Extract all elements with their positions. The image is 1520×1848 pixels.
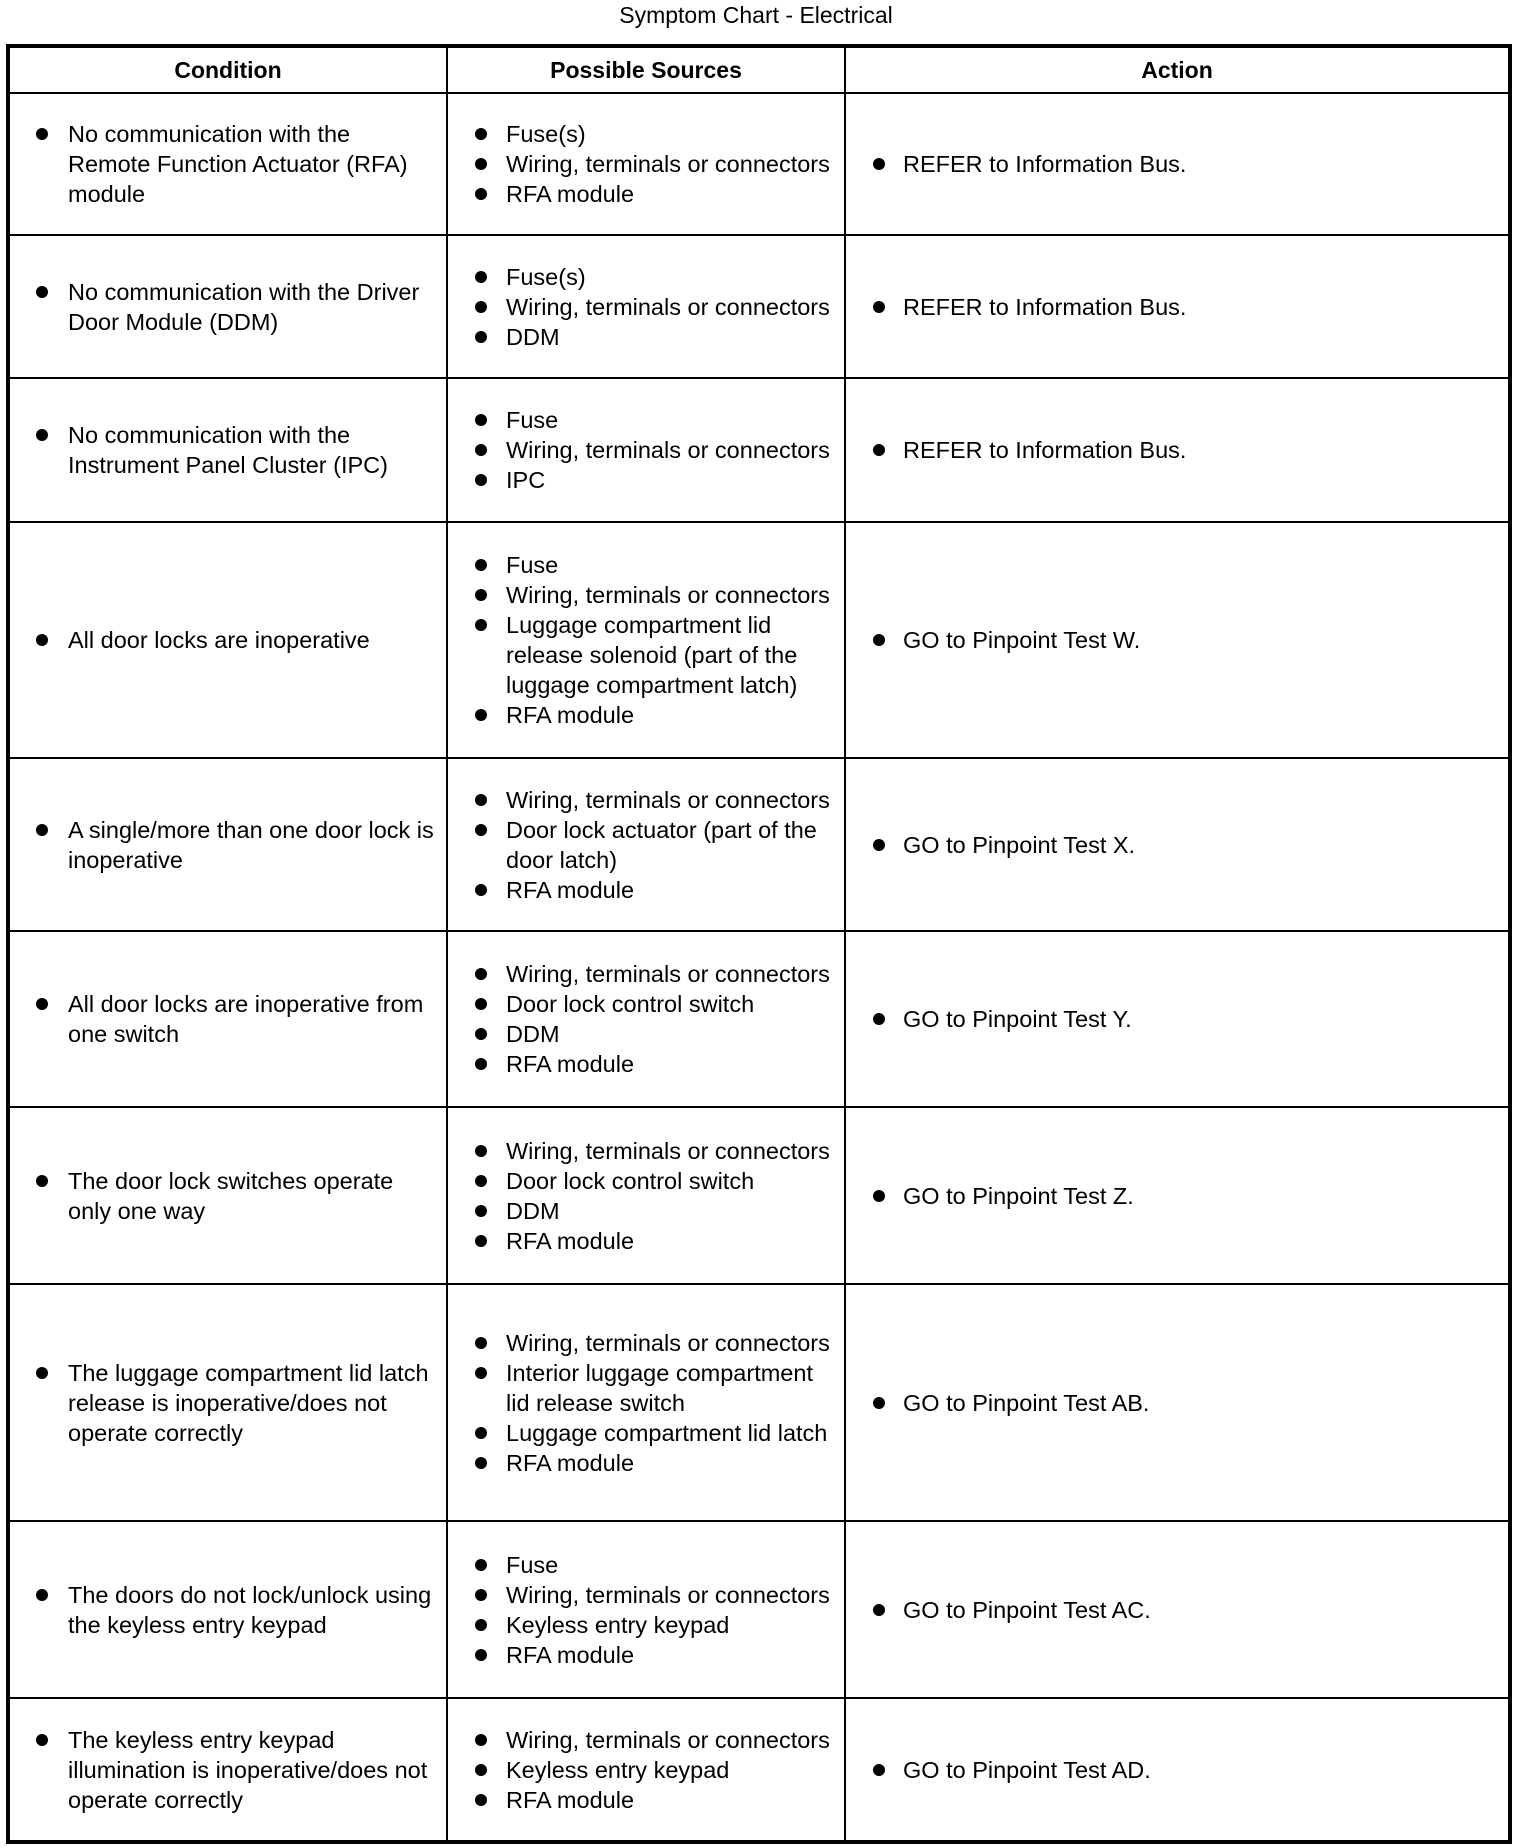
action-text: REFER to Information Bus. — [903, 151, 1187, 177]
bullet-icon — [475, 1764, 487, 1776]
source-text: Fuse — [506, 407, 559, 433]
bullet-icon — [475, 158, 487, 170]
list-item — [506, 700, 840, 730]
bullet-icon — [36, 634, 48, 646]
bullet-icon — [36, 824, 48, 836]
action-text: GO to Pinpoint Test W. — [903, 627, 1141, 653]
condition-cell — [8, 1521, 447, 1698]
list-item — [506, 1166, 840, 1196]
list-item — [506, 1785, 840, 1815]
source-text: RFA module — [506, 1449, 635, 1476]
table-row — [8, 1284, 1510, 1521]
action-text: GO to Pinpoint Test Y. — [903, 1006, 1132, 1032]
list-item — [506, 179, 840, 209]
list-item — [506, 1136, 840, 1166]
list-item — [903, 830, 1508, 860]
bullet-icon — [475, 968, 487, 980]
source-text: RFA module — [506, 1786, 635, 1813]
sources-cell — [447, 522, 845, 758]
source-text: IPC — [506, 467, 546, 493]
list-item — [506, 1019, 840, 1049]
source-text: Wiring, terminals or connectors — [506, 1726, 830, 1753]
list-item — [903, 1181, 1508, 1211]
source-text: RFA module — [506, 876, 635, 903]
bullet-icon — [475, 1734, 487, 1746]
source-text: RFA module — [506, 1227, 635, 1254]
bullet-icon — [36, 128, 48, 140]
list-item — [506, 1640, 840, 1670]
list-item — [903, 1755, 1508, 1785]
condition-text: The doors do not lock/unlock using the keyless entry keypad — [68, 1581, 432, 1638]
source-text: Door lock control switch — [506, 991, 755, 1017]
action-cell — [845, 1698, 1510, 1842]
list-item — [903, 1595, 1508, 1625]
action-text: GO to Pinpoint Test X. — [903, 831, 1136, 858]
bullet-icon — [475, 474, 487, 486]
condition-text: No communication with the Driver Door Module (DDM) — [68, 278, 420, 335]
bullet-icon — [475, 1649, 487, 1661]
sources-cell — [447, 378, 845, 522]
table-row — [8, 235, 1510, 378]
action-text: GO to Pinpoint Test AC. — [903, 1596, 1151, 1623]
source-text: DDM — [506, 1021, 560, 1047]
bullet-icon — [475, 559, 487, 571]
action-cell — [845, 758, 1510, 931]
list-item — [68, 1358, 434, 1448]
list-item — [506, 119, 840, 149]
bullet-icon — [36, 1589, 48, 1601]
header-row — [8, 46, 1510, 93]
list-item — [68, 1725, 434, 1815]
sources-cell — [447, 235, 845, 378]
bullet-icon — [36, 998, 48, 1010]
list-item — [506, 1358, 840, 1418]
action-text: REFER to Information Bus. — [903, 293, 1187, 320]
sources-cell — [447, 1107, 845, 1284]
source-text: RFA module — [506, 1051, 635, 1077]
header-possible-sources: Possible Sources — [447, 46, 845, 93]
source-text: Interior luggage compartment lid release switch — [506, 1359, 813, 1416]
bullet-icon — [873, 839, 885, 851]
table-row — [8, 1698, 1510, 1842]
page-title: Symptom Chart - Electrical — [619, 2, 893, 28]
source-text: Fuse — [506, 1551, 559, 1578]
source-text: RFA module — [506, 1641, 635, 1668]
bullet-icon — [475, 824, 487, 836]
list-item — [506, 989, 840, 1019]
bullet-icon — [873, 1013, 885, 1025]
action-text: GO to Pinpoint Test Z. — [903, 1182, 1134, 1209]
list-item — [506, 1725, 840, 1755]
list-item — [506, 550, 840, 580]
sources-cell — [447, 93, 845, 235]
condition-cell — [8, 93, 447, 235]
source-text: Wiring, terminals or connectors — [506, 151, 830, 177]
list-item — [506, 875, 840, 905]
list-item — [506, 1610, 840, 1640]
action-cell — [845, 1521, 1510, 1698]
table-body — [8, 93, 1510, 1842]
bullet-icon — [475, 794, 487, 806]
bullet-icon — [475, 1589, 487, 1601]
list-item — [68, 277, 434, 337]
bullet-icon — [475, 709, 487, 721]
source-text: RFA module — [506, 702, 635, 728]
header-condition: Condition — [8, 46, 447, 93]
bullet-icon — [475, 271, 487, 283]
bullet-icon — [873, 634, 885, 646]
list-item — [903, 1388, 1508, 1418]
bullet-icon — [36, 1175, 48, 1187]
source-text: Luggage compartment lid latch — [506, 1419, 828, 1446]
table-row — [8, 1107, 1510, 1284]
source-text: Door lock actuator (part of the door latch) — [506, 816, 817, 873]
action-cell — [845, 93, 1510, 235]
bullet-icon — [475, 1457, 487, 1469]
action-cell — [845, 522, 1510, 758]
sources-cell — [447, 1284, 845, 1521]
list-item — [903, 435, 1508, 465]
bullet-icon — [36, 429, 48, 441]
action-cell — [845, 931, 1510, 1107]
bullet-icon — [475, 1028, 487, 1040]
table-row — [8, 758, 1510, 931]
sources-cell — [447, 1698, 845, 1842]
list-item — [506, 610, 840, 700]
bullet-icon — [475, 1619, 487, 1631]
table-row — [8, 1521, 1510, 1698]
bullet-icon — [475, 1058, 487, 1070]
list-item — [903, 149, 1508, 179]
header-action: Action — [845, 46, 1510, 93]
condition-text: The door lock switches operate only one way — [68, 1167, 394, 1224]
list-item — [506, 1196, 840, 1226]
condition-cell — [8, 235, 447, 378]
action-text: GO to Pinpoint Test AB. — [903, 1389, 1150, 1416]
bullet-icon — [475, 331, 487, 343]
list-item — [506, 1328, 840, 1358]
condition-text: The luggage compartment lid latch release is inoperative/does not operate correctly — [68, 1359, 429, 1446]
condition-cell — [8, 758, 447, 931]
bullet-icon — [36, 1734, 48, 1746]
bullet-icon — [873, 1764, 885, 1776]
condition-text: All door locks are inoperative from one switch — [68, 991, 424, 1047]
source-text: Fuse(s) — [506, 263, 586, 290]
list-item — [903, 625, 1508, 655]
bullet-icon — [475, 1367, 487, 1379]
bullet-icon — [873, 301, 885, 313]
list-item — [506, 580, 840, 610]
list-item — [506, 1448, 840, 1478]
list-item — [68, 119, 434, 209]
condition-cell — [8, 1107, 447, 1284]
bullet-icon — [475, 1145, 487, 1157]
bullet-icon — [873, 1604, 885, 1616]
table-row — [8, 931, 1510, 1107]
action-text: GO to Pinpoint Test AD. — [903, 1756, 1151, 1783]
bullet-icon — [873, 1190, 885, 1202]
bullet-icon — [475, 1205, 487, 1217]
list-item — [506, 465, 840, 495]
bullet-icon — [475, 1175, 487, 1187]
symptom-chart-table — [6, 44, 1512, 1844]
source-text: Wiring, terminals or connectors — [506, 1137, 830, 1164]
list-item — [68, 625, 434, 655]
source-text: DDM — [506, 1197, 560, 1224]
source-text: Keyless entry keypad — [506, 1611, 730, 1638]
bullet-icon — [475, 1427, 487, 1439]
bullet-icon — [475, 1559, 487, 1571]
list-item — [506, 1755, 840, 1785]
source-text: Door lock control switch — [506, 1167, 755, 1194]
list-item — [506, 322, 840, 352]
source-text: Wiring, terminals or connectors — [506, 961, 830, 987]
bullet-icon — [475, 1794, 487, 1806]
bullet-icon — [475, 188, 487, 200]
source-text: Wiring, terminals or connectors — [506, 437, 830, 463]
list-item — [506, 1550, 840, 1580]
bullet-icon — [475, 998, 487, 1010]
table-row — [8, 522, 1510, 758]
bullet-icon — [36, 286, 48, 298]
source-text: Fuse(s) — [506, 121, 586, 147]
condition-text: A single/more than one door lock is inoperative — [68, 816, 434, 873]
source-text: Wiring, terminals or connectors — [506, 293, 830, 320]
condition-cell — [8, 522, 447, 758]
list-item — [506, 435, 840, 465]
sources-cell — [447, 1521, 845, 1698]
source-text: Fuse — [506, 552, 559, 578]
action-cell — [845, 1284, 1510, 1521]
list-item — [68, 815, 434, 875]
list-item — [506, 292, 840, 322]
bullet-icon — [475, 1337, 487, 1349]
bullet-icon — [475, 128, 487, 140]
condition-text: All door locks are inoperative — [68, 627, 370, 653]
condition-cell — [8, 931, 447, 1107]
bullet-icon — [873, 444, 885, 456]
sources-cell — [447, 758, 845, 931]
list-item — [68, 1580, 434, 1640]
bullet-icon — [873, 1397, 885, 1409]
list-item — [506, 262, 840, 292]
bullet-icon — [36, 1367, 48, 1379]
bullet-icon — [475, 884, 487, 896]
source-text: Keyless entry keypad — [506, 1756, 730, 1783]
source-text: Wiring, terminals or connectors — [506, 786, 830, 813]
list-item — [903, 292, 1508, 322]
list-item — [506, 405, 840, 435]
list-item — [68, 420, 434, 480]
sources-cell — [447, 931, 845, 1107]
source-text: RFA module — [506, 181, 635, 207]
bullet-icon — [475, 301, 487, 313]
bullet-icon — [873, 158, 885, 170]
action-cell — [845, 235, 1510, 378]
list-item — [506, 1226, 840, 1256]
source-text: Wiring, terminals or connectors — [506, 1329, 830, 1356]
source-text: Wiring, terminals or connectors — [506, 1581, 830, 1608]
source-text: DDM — [506, 323, 560, 350]
table-row — [8, 378, 1510, 522]
list-item — [903, 1004, 1508, 1034]
bullet-icon — [475, 444, 487, 456]
list-item — [506, 1049, 840, 1079]
bullet-icon — [475, 414, 487, 426]
list-item — [506, 815, 840, 875]
action-text: REFER to Information Bus. — [903, 437, 1187, 463]
list-item — [506, 149, 840, 179]
action-cell — [845, 1107, 1510, 1284]
bullet-icon — [475, 1235, 487, 1247]
list-item — [506, 959, 840, 989]
condition-text: The keyless entry keypad illumination is inoperative/does not operate correctly — [68, 1726, 428, 1813]
bullet-icon — [475, 619, 487, 631]
condition-text: No communication with the Remote Function Actuator (RFA) module — [68, 121, 408, 207]
source-text: Wiring, terminals or connectors — [506, 582, 830, 608]
condition-cell — [8, 1284, 447, 1521]
list-item — [506, 785, 840, 815]
source-text: Luggage compartment lid release solenoid (part of the luggage compartment latch) — [506, 612, 798, 698]
list-item — [506, 1418, 840, 1448]
condition-cell — [8, 378, 447, 522]
list-item — [506, 1580, 840, 1610]
action-cell — [845, 378, 1510, 522]
condition-cell — [8, 1698, 447, 1842]
list-item — [68, 989, 434, 1049]
table-row — [8, 93, 1510, 235]
list-item — [68, 1166, 434, 1226]
bullet-icon — [475, 589, 487, 601]
condition-text: No communication with the Instrument Panel Cluster (IPC) — [68, 422, 388, 478]
